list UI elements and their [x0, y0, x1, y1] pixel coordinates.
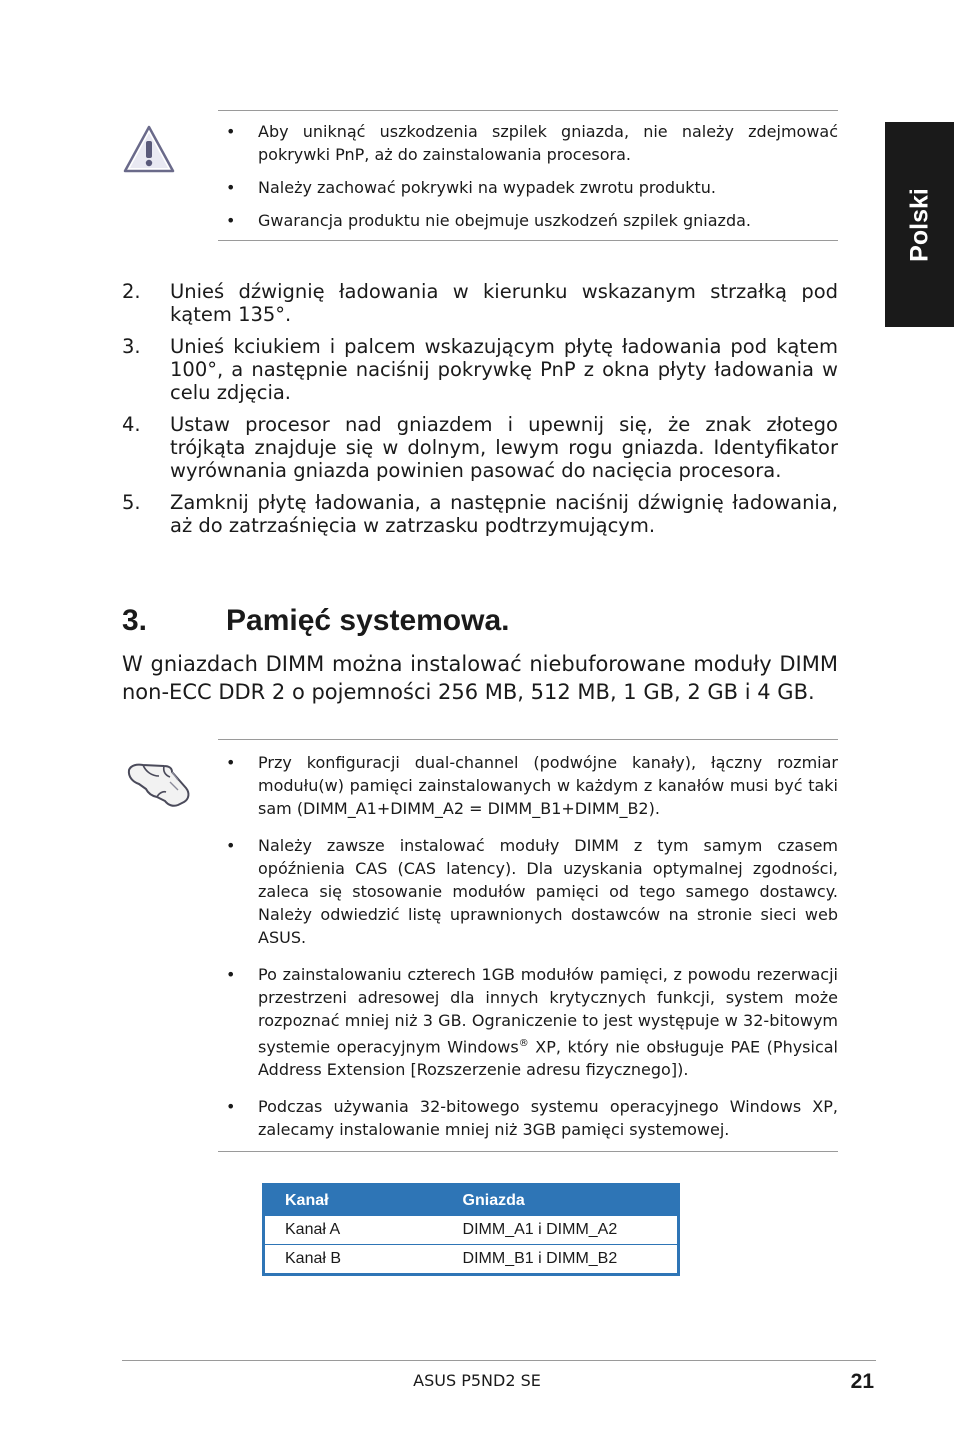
step-number: 3.	[122, 335, 141, 358]
caution-note-3: • Gwarancja produktu nie obejmuje uszkodzeń szpilek gniazda.	[218, 209, 838, 232]
section-title: Pamięć systemowa.	[226, 604, 510, 637]
step-item	[122, 280, 838, 326]
language-tab	[885, 122, 954, 327]
table-cell: Kanał A	[264, 1216, 443, 1245]
install-steps	[122, 280, 838, 546]
step-number: 4.	[122, 413, 141, 436]
memory-note-3	[218, 963, 838, 1081]
column-header-sockets: Gniazda	[443, 1185, 679, 1216]
caution-note-list	[218, 120, 838, 232]
step-text: Zamknij płytę ładowania, a następnie naciśnij dźwignię ładowania, aż do zatrzaśnięcia w zatrzasku podtrzymującym.	[170, 491, 838, 537]
memory-note-4: • Podczas używania 32-bitowego systemu operacyjnego Windows XP, zalecamy instalowanie mniej niż 3GB pamięci systemowej.	[218, 1095, 838, 1141]
step-number: 2.	[122, 280, 141, 303]
warning-triangle-icon	[122, 124, 176, 174]
step-number: 5.	[122, 491, 141, 514]
language-tab-label: Polski	[905, 187, 933, 262]
page-number: 21	[850, 1370, 874, 1393]
memory-note-1: • Przy konfiguracji dual-channel (podwójne kanały), łączny rozmiar modułu(w) pamięci zainstalowanych w każdym z kanałów musi być taki sam (DIMM_A1+DIMM_A2 = DIMM_B1+DIMM_B2).	[218, 751, 838, 820]
memory-note-3-text-cont: XP, który nie obsługuje PAE (Physical Address Extension [Rozszerzenie adresu fizycznego]).	[258, 1037, 839, 1080]
step-text: Ustaw procesor nad gniazdem i upewnij się, że znak złotego trójkąta znajduje się w dolnym, lewym rogu gniazda. Identyfikator wyrównania gniazda powinien pasować do nacięcia procesora.	[170, 413, 838, 482]
section-heading	[122, 604, 838, 644]
table-cell: Kanał B	[264, 1245, 443, 1275]
section-intro: W gniazdach DIMM można instalować niebuforowane moduły DIMM non-ECC DDR 2 o pojemności 256 MB, 512 MB, 1 GB, 2 GB i 4 GB.	[122, 652, 838, 704]
footer-divider	[122, 1360, 876, 1361]
memory-note-2: • Należy zawsze instalować moduły DIMM z tym samym czasem opóźnienia CAS (CAS latency). Dla uzyskania optymalnej zgodności, zaleca się stosowanie modułów pamięci od tego samego dostawcy. Należy odwiedzić listę uprawnionych dostawców na stronie sieci web ASUS.	[218, 834, 838, 949]
table-cell: DIMM_A1 i DIMM_A2	[443, 1216, 679, 1245]
dimm-channel-table	[262, 1183, 680, 1276]
registered-mark: ®	[518, 1038, 529, 1049]
step-text: Unieś dźwignię ładowania w kierunku wskazanym strzałką pod kątem 135°.	[170, 280, 838, 326]
caution-note-box	[218, 110, 838, 241]
caution-note-2: • Należy zachować pokrywki na wypadek zwrotu produktu.	[218, 176, 838, 199]
table-cell: DIMM_B1 i DIMM_B2	[443, 1245, 679, 1275]
caution-note-1: • Aby uniknąć uszkodzenia szpilek gniazda, nie należy zdejmować pokrywki PnP, aż do zainstalowania procesora.	[218, 120, 838, 166]
memory-note-box	[218, 739, 838, 1152]
step-text: Unieś kciukiem i palcem wskazującym płytę ładowania pod kątem 100°, a następnie naciśnij pokrywkę PnP z okna płyty ładowania w celu zdjęcia.	[170, 335, 838, 404]
memory-note-list	[218, 751, 838, 1141]
column-header-channel: Kanał	[264, 1185, 443, 1216]
step-item	[122, 413, 838, 482]
table-row	[264, 1245, 679, 1275]
section-number: 3.	[122, 604, 148, 637]
step-item	[122, 491, 838, 537]
table-row	[264, 1216, 679, 1245]
step-item	[122, 335, 838, 404]
pointing-hand-icon	[126, 752, 192, 810]
footer-product: ASUS P5ND2 SE	[413, 1371, 541, 1390]
table-header-row	[264, 1185, 679, 1216]
memory-note-3-text: Po zainstalowaniu czterech 1GB modułów pamięci, z powodu rezerwacji przestrzeni adresowej dla innych krytycznych funkcji, system może rozpoznać mniej niż 3 GB. Ograniczenie to jest występuje w 32-bitowym systemie operacyjnym Windows	[258, 965, 838, 1057]
